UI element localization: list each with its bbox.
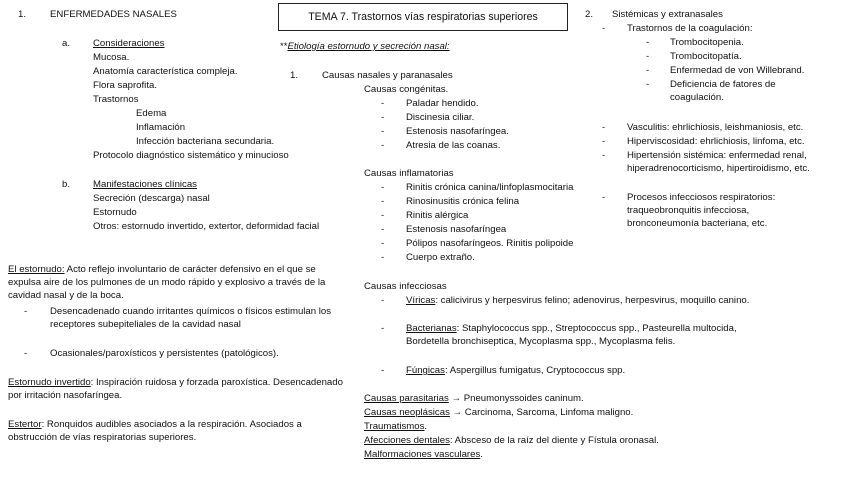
otra-causa-label: Causas parasitarias [364,393,449,404]
dash-icon: - [381,238,385,249]
coagulacion-heading: Trastornos de la coagulación: [627,23,753,34]
congenitas-heading: Causas congénitas. [364,84,449,95]
causes-1-heading: Causas nasales y paranasales [322,70,453,81]
dash-icon: - [381,252,385,263]
consideraciones-item: Trastornos [93,94,139,105]
dash-icon: - [646,79,650,90]
otra-causa-text: → Carcinoma, Sarcoma, Linfoma maligno. [449,407,634,418]
otra-causa [364,420,427,433]
dash-icon: - [602,136,606,147]
infecciosa-text: : Aspergillus fumigatus, Cryptococcus spp. [444,365,626,376]
estornudo-text: Acto reflejo involuntario de carácter defensivo en el que se expulsa aire de los pulmones de un modo rápido y explosivo a través de la cavidad nasal y de la boca. [8,264,326,301]
dash-icon: - [381,140,385,151]
infecciosa-item [406,364,756,377]
dash-icon: - [381,196,385,207]
otra-causa-label: Malformaciones vasculares [364,449,481,460]
estornudo-bullet: Desencadenado cuando irritantes químicos o físicos estimulan los receptores subepiteliales de la cavidad nasal [50,306,332,330]
dash-icon: - [646,51,650,62]
otra-causa [364,392,584,405]
otra-causa [364,448,483,461]
etiologia-prefix: ** [280,41,288,52]
consideraciones-item: Flora saprofita. [93,80,157,91]
inflamatoria-item: Cuerpo extraño. [406,252,475,263]
estornudo-bullet: Ocasionales/paroxísticos y persistentes (patológicos). [50,348,279,359]
sistemica-item: Vasculitis: ehrlichiosis, leishmaniosis, etc. [627,122,804,133]
dash-icon: - [381,365,385,376]
dash-icon: - [381,182,385,193]
section-1-heading: ENFERMEDADES NASALES [50,9,177,20]
otra-causa-text: . [424,421,428,432]
congenita-item: Discinesia ciliar. [406,112,475,123]
causes-1-number: 1. [290,70,299,81]
estertor-term: Estertor [8,419,42,430]
estertor-definition [8,418,344,444]
infecciosa-text: : Staphylococcus spp., Streptococcus spp., Pasteurella multocida, Bordetella bronchiseptica, Mycoplasma spp., Mycoplasma felis. [406,323,737,347]
sistemica-item: Hipertensión sistémica: enfermedad renal, hiperadrenocorticismo, hipertiroidismo, etc. [627,150,810,174]
infecciosa-label: Víricas [406,295,436,306]
inflamatoria-item: Rinosinusitis crónica felina [406,196,520,207]
inflamatorias-heading: Causas inflamatorias [364,168,454,179]
etiologia-heading [280,40,450,53]
coagulacion-item: Enfermedad de von Willebrand. [670,65,805,76]
dash-icon: - [381,323,385,334]
otra-causa-label: Causas neoplásicas [364,407,450,418]
otra-causa [364,434,659,447]
inflamatoria-item: Pólipos nasofaríngeos. Rinitis polipoide [406,238,574,249]
trastornos-subitem: Infección bacteriana secundaria. [136,136,275,147]
item-b-title: Manifestaciones clínicas [93,179,197,190]
dash-icon: - [602,23,606,34]
estertor-text: : Ronquidos audibles asociados a la respiración. Asociados a obstrucción de vías respiratorias superiores. [8,419,302,443]
dash-icon: - [24,306,28,317]
causes-2-heading: Sistémicas y extranasales [612,9,723,20]
estornudo-term: El estornudo: [8,264,65,275]
etiologia-title: Etiología estornudo y secreción nasal: [287,41,450,52]
consideraciones-item: Mucosa. [93,52,130,63]
otra-causa-label: Afecciones dentales [364,435,450,446]
dash-icon: - [602,192,606,203]
otra-causa-text: . [480,449,483,460]
dash-icon: - [381,295,385,306]
estornudo-definition [8,263,344,302]
dash-icon: - [646,65,650,76]
item-a-title: Consideraciones [93,38,165,49]
otra-causa-text: : Absceso de la raíz del diente y Fístula oronasal. [449,435,659,446]
dash-icon: - [381,126,385,137]
inflamatoria-item: Rinitis alérgica [406,210,469,221]
infecciosa-label: Fúngicas [406,365,445,376]
otra-causa [364,406,633,419]
invertido-definition [8,376,344,402]
coagulacion-item: Trombocitopatía. [670,51,742,62]
section-1-number: 1. [18,9,27,20]
coagulacion-item: Trombocitopenia. [670,37,744,48]
trastornos-subitem: Inflamación [136,122,186,133]
invertido-text: : Inspiración ruidosa y forzada paroxística. Desencadenado por irritación nasofaríngea. [8,377,343,401]
inflamatoria-item: Rinitis crónica canina/linfoplasmocitaria [406,182,574,193]
otra-causa-text: → Pneumonyssoides caninum. [448,393,584,404]
invertido-term: Estornudo invertido [8,377,91,388]
dash-icon: - [602,122,606,133]
coagulacion-item: Deficiencia de fatores de coagulación. [670,79,776,103]
congenita-item: Estenosis nasofaríngea. [406,126,509,137]
congenita-item: Paladar hendido. [406,98,479,109]
dash-icon: - [646,37,650,48]
protocolo-text: Protocolo diagnóstico sistemático y minucioso [93,150,289,161]
infecciosa-label: Bacterianas [406,323,457,334]
manifestacion-item: Estornudo [93,207,137,218]
infecciosas-heading: Causas infecciosas [364,281,447,292]
dash-icon: - [24,348,28,359]
item-a-number: a. [62,38,71,49]
manifestacion-item: Secreción (descarga) nasal [93,193,210,204]
sistemica-item: Procesos infecciosos respiratorios: traqueobronquitis infecciosa, bronconeumonía bacteriana, etc. [627,192,776,229]
dash-icon: - [381,112,385,123]
inflamatoria-item: Estenosis nasofaríngea [406,224,507,235]
congenita-item: Atresia de las coanas. [406,140,501,151]
infecciosa-text: : calicivirus y herpesvirus felino; adenovirus, herpesvirus, moquillo canino. [435,295,750,306]
dash-icon: - [381,224,385,235]
page-title: TEMA 7. Trastornos vías respiratorias superiores [278,3,568,31]
sistemica-item: Hiperviscosidad: ehrlichiosis, linfoma, etc. [627,136,805,147]
item-b-number: b. [62,179,71,190]
infecciosa-item [406,294,756,307]
trastornos-subitem: Edema [136,108,167,119]
dash-icon: - [602,150,606,161]
dash-icon: - [381,98,385,109]
otra-causa-label: Traumatismos [364,421,425,432]
manifestacion-item: Otros: estornudo invertido, extertor, deformidad facial [93,221,320,232]
consideraciones-item: Anatomía característica compleja. [93,66,238,77]
causes-2-number: 2. [585,9,594,20]
dash-icon: - [381,210,385,221]
infecciosa-item [406,322,746,348]
